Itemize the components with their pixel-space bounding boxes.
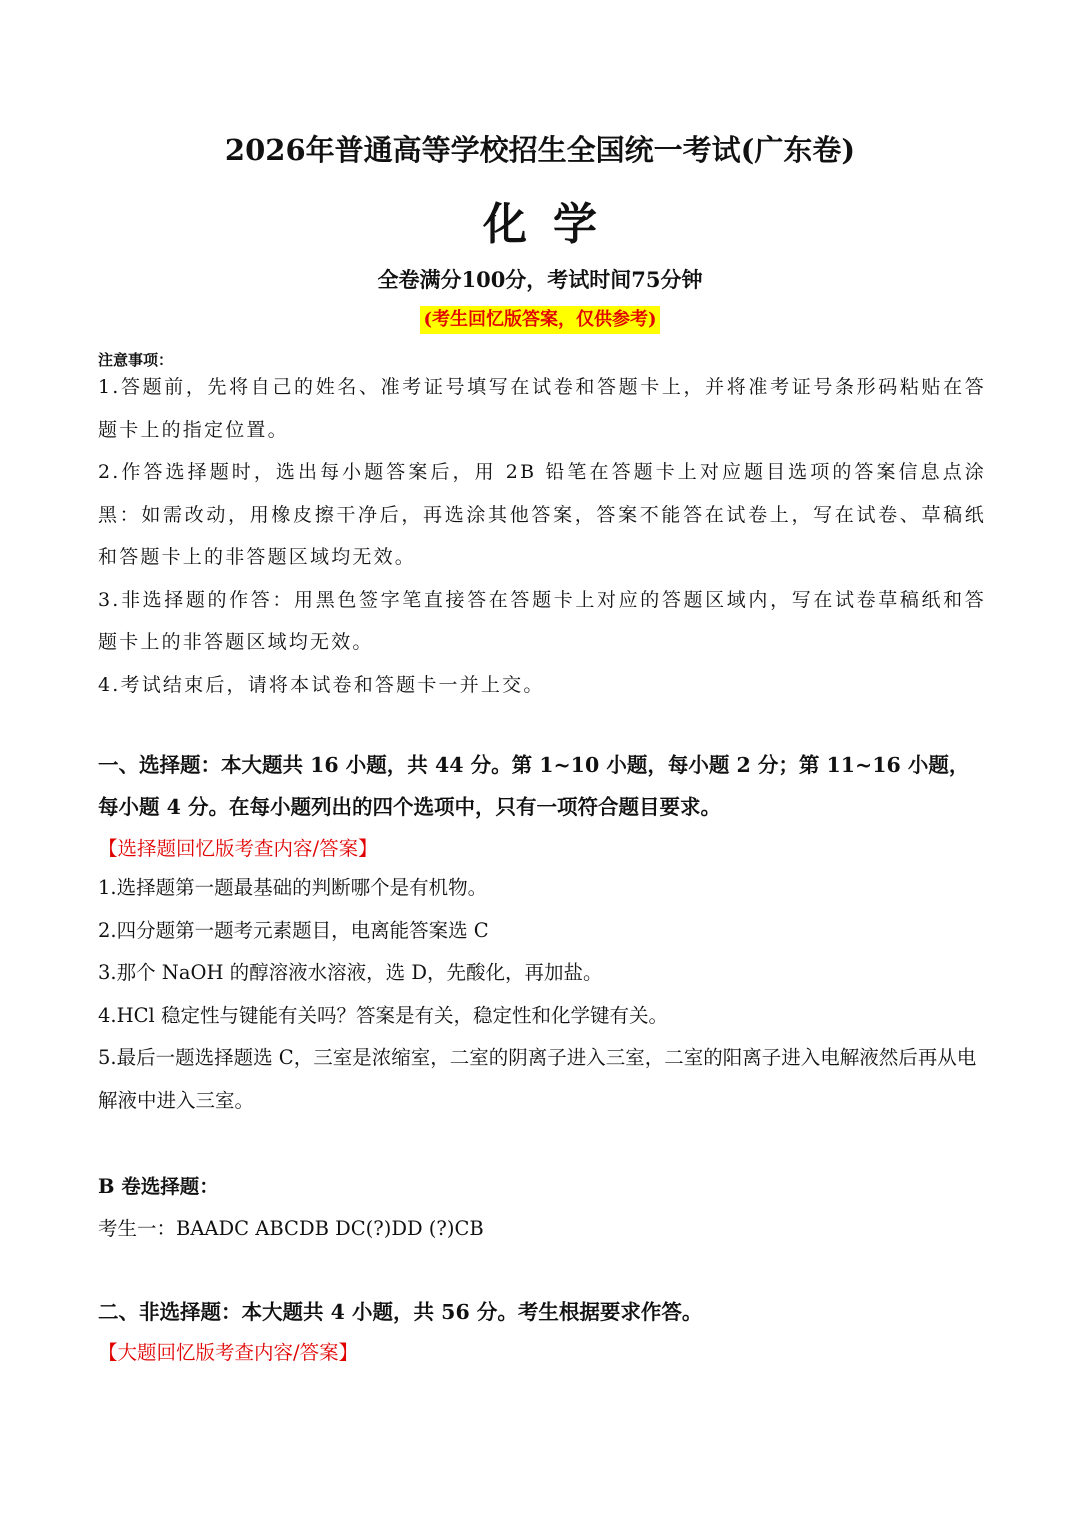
recall-note: (考生回忆版答案，仅供参考) — [420, 306, 659, 334]
list-item: 1.选择题第一题最基础的判断哪个是有机物。 — [98, 876, 488, 899]
list-item: 5.最后一题选择题选 C，三室是浓缩室，二室的阴离子进入三室，二室的阳离子进入电解液然后再从电解液中进入三室。 — [98, 1046, 977, 1112]
notice-item: 1.答题前，先将自己的姓名、准考证号填写在试卷和答题卡上，并将准考证号条形码粘贴在答题卡上的指定位置。 — [98, 376, 986, 441]
section1-heading: 一、选择题：本大题共 16 小题，共 44 分。第 1~10 小题，每小题 2 分；第 11~16 小题，每小题 4 分。在每小题列出的四个选项中，只有一项符合题目要求。 — [98, 753, 970, 819]
notice-item: 2.作答选择题时，选出每小题答案后，用 2B 铅笔在答题卡上对应题目选项的答案信息点涂黑：如需改动，用橡皮擦干净后，再选涂其他答案，答案不能答在试卷上，写在试卷、草稿纸 和答题卡上的非答题区域均无效。 — [98, 461, 986, 568]
list-item: 4.HCl 稳定性与键能有关吗？答案是有关，稳定性和化学键有关。 — [98, 1003, 668, 1027]
recall-note-wrapper — [0, 306, 1080, 334]
b-section-answers: 考生一：BAADC ABCDB DC(?)DD (?)CB — [98, 1217, 484, 1240]
notice-item: 4.考试结束后，请将本试卷和答题卡一并上交。 — [98, 673, 545, 696]
section2-heading: 二、非选择题：本大题共 4 小题，共 56 分。考生根据要求作答。 — [98, 1300, 703, 1324]
list-item: 3.那个 NaOH 的醇溶液水溶液，选 D，先酸化，再加盐。 — [98, 961, 603, 984]
section2-recall-heading: 【大题回忆版考查内容/答案】 — [98, 1341, 359, 1364]
section1-items — [98, 867, 978, 1122]
notice-list — [98, 366, 986, 706]
list-item: 2.四分题第一题考元素题目，电离能答案选 C — [98, 918, 489, 942]
b-section-heading: B 卷选择题： — [98, 1175, 219, 1198]
section1-recall-heading: 【选择题回忆版考查内容/答案】 — [98, 837, 378, 860]
notice-item: 3.非选择题的作答：用黑色签字笔直接答在答题卡上对应的答题区域内，写在试卷草稿纸和答 题卡上的非答题区域均无效。 — [98, 588, 986, 653]
score-time-line: 全卷满分100分，考试时间75分钟 — [377, 267, 703, 292]
exam-title: 2026年普通高等学校招生全国统一考试(广东卷) — [224, 133, 856, 167]
notice-heading: 注意事项： — [98, 351, 174, 369]
subject-title: 化学 — [483, 199, 623, 250]
